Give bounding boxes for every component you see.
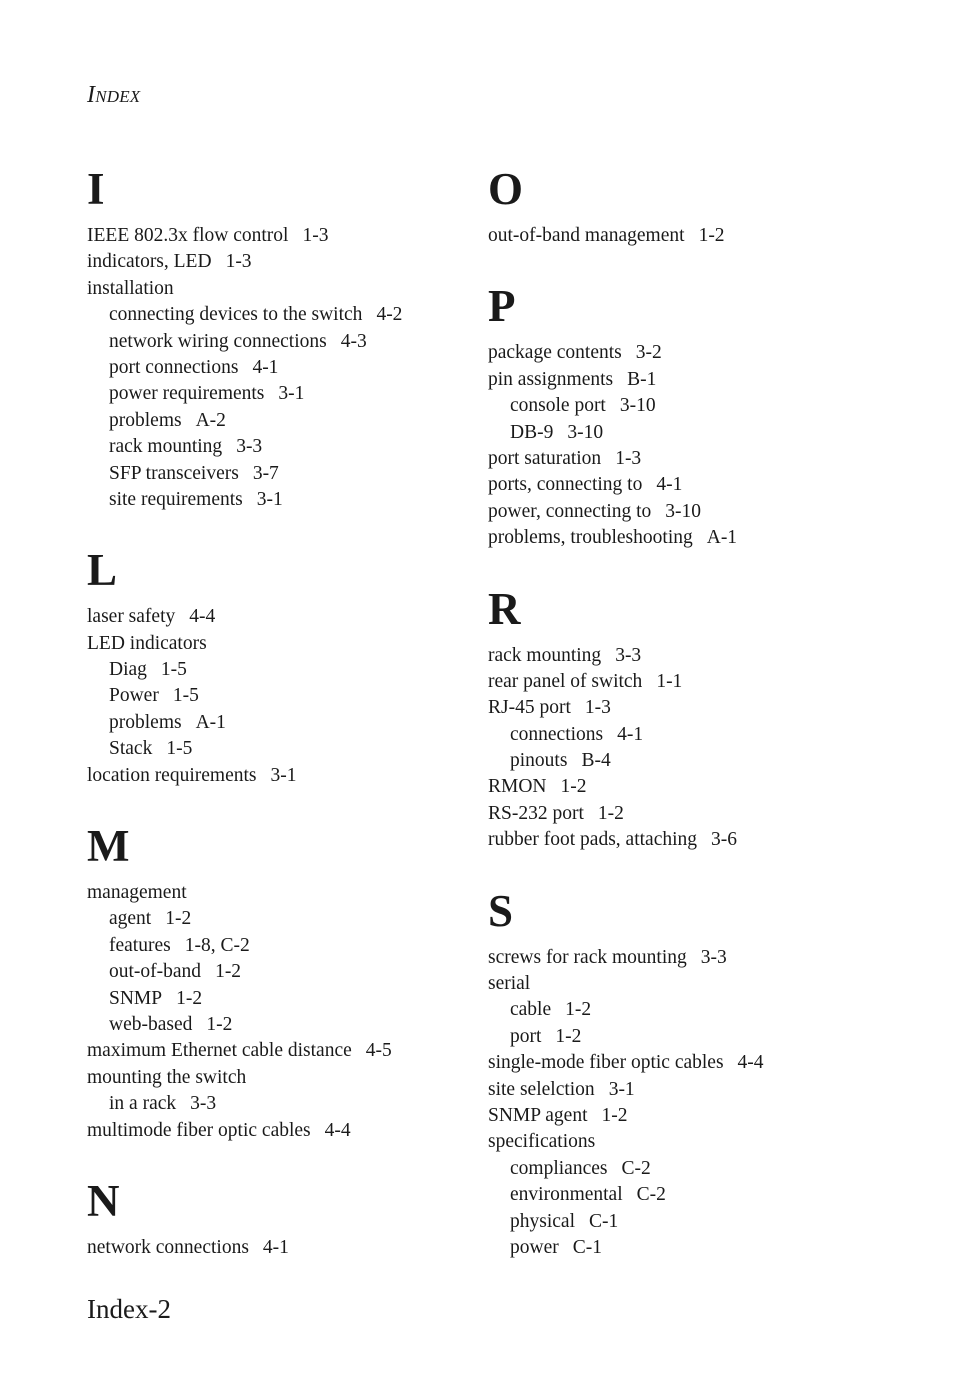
entry-page-ref[interactable]: C-1 <box>588 1210 619 1232</box>
entry-term: LED indicators <box>87 632 207 654</box>
entry-page-ref[interactable]: C-2 <box>636 1184 666 1206</box>
entry-page-ref[interactable]: 1-2 <box>555 1025 582 1047</box>
entry-term: multimode fiber optic cables <box>87 1119 311 1141</box>
entry-page-ref[interactable]: 1-2 <box>698 225 725 246</box>
index-entry <box>87 604 487 630</box>
entry-page-ref[interactable]: 3-10 <box>567 421 604 443</box>
entry-page-ref[interactable]: 3-1 <box>278 383 305 405</box>
index-subentry <box>87 959 487 985</box>
entry-term: problems <box>109 711 182 733</box>
entry-page-ref[interactable]: 3-7 <box>252 462 279 484</box>
entry-term: management <box>87 882 187 904</box>
entry-term: out-of-band management <box>488 225 685 246</box>
entry-term: indicators, LED <box>87 251 212 273</box>
section-letter: L <box>87 545 118 596</box>
index-subentry <box>488 997 888 1023</box>
index-subentry <box>87 906 487 932</box>
entry-page-ref[interactable]: 3-10 <box>665 500 702 522</box>
index-entry <box>488 472 888 498</box>
entry-term: single-mode fiber optic cables <box>488 1052 724 1074</box>
entry-page-ref[interactable]: 4-4 <box>737 1052 764 1074</box>
index-subentry <box>87 434 487 460</box>
index-entry <box>488 1129 888 1155</box>
section-letter: R <box>488 583 521 634</box>
entry-page-ref[interactable]: 1-2 <box>565 999 592 1021</box>
index-entry <box>488 525 888 551</box>
entry-page-ref[interactable]: 1-2 <box>206 1013 233 1035</box>
section-letter: N <box>87 1175 120 1226</box>
entry-page-ref[interactable]: C-1 <box>572 1236 602 1258</box>
entry-term: rear panel of switch <box>488 670 643 692</box>
entry-term: pin assignments <box>488 368 614 390</box>
index-subentry <box>488 1156 888 1182</box>
index-subentry <box>87 683 487 709</box>
index-subentry <box>488 1209 888 1235</box>
entry-page-ref[interactable]: 1-2 <box>597 802 624 824</box>
entry-list <box>87 1235 487 1261</box>
entry-term: IEEE 802.3x flow control <box>87 225 289 246</box>
entry-page-ref[interactable]: 4-1 <box>262 1236 289 1258</box>
entry-page-ref[interactable]: 1-8, C-2 <box>184 934 250 956</box>
section-letter: S <box>488 885 514 936</box>
entry-term: in a rack <box>109 1093 177 1115</box>
entry-page-ref[interactable]: 1-2 <box>176 987 203 1009</box>
index-section <box>87 1176 487 1261</box>
entry-page-ref[interactable]: 3-3 <box>615 644 642 666</box>
index-section <box>87 545 487 789</box>
entry-page-ref[interactable]: B-1 <box>627 368 657 390</box>
index-entry <box>87 276 487 302</box>
entry-page-ref[interactable]: 4-4 <box>324 1119 351 1141</box>
section-letter: O <box>488 164 524 214</box>
index-subentry <box>87 302 487 328</box>
entry-term: Diag <box>109 659 147 681</box>
entry-term: Stack <box>109 738 153 760</box>
index-column-right <box>488 164 888 1293</box>
index-entry <box>87 1038 487 1064</box>
entry-term: network wiring connections <box>109 330 327 352</box>
index-subentry <box>87 1091 487 1117</box>
entry-page-ref[interactable]: 3-1 <box>270 764 297 786</box>
index-section <box>488 886 888 1262</box>
entry-list <box>488 223 888 249</box>
entry-term: power <box>510 1236 559 1258</box>
index-entry <box>488 367 888 393</box>
index-subentry <box>87 329 487 355</box>
index-entry <box>488 669 888 695</box>
index-entry <box>488 801 888 827</box>
entry-term: SFP transceivers <box>109 462 239 484</box>
index-entry <box>488 945 888 971</box>
index-entry <box>87 223 487 249</box>
entry-term: specifications <box>488 1131 596 1153</box>
index-entry <box>87 1065 487 1091</box>
entry-page-ref[interactable]: 4-2 <box>376 304 403 326</box>
index-section <box>488 584 888 854</box>
index-entry <box>488 827 888 853</box>
entry-term: environmental <box>510 1184 623 1206</box>
entry-term: port <box>510 1025 542 1047</box>
index-entry <box>488 1050 888 1076</box>
index-entry <box>488 695 888 721</box>
index-subentry <box>488 420 888 446</box>
index-entry <box>87 1235 487 1261</box>
entry-list <box>87 880 487 1144</box>
header-initial: I <box>87 82 96 108</box>
entry-page-ref[interactable]: A-2 <box>195 409 226 431</box>
entry-page-ref[interactable]: 1-1 <box>656 670 683 692</box>
entry-term: laser safety <box>87 606 176 628</box>
entry-list <box>488 945 888 1262</box>
index-column-left <box>87 164 487 1293</box>
entry-page-ref[interactable]: 1-3 <box>225 251 252 273</box>
entry-page-ref[interactable]: 1-2 <box>215 961 242 983</box>
entry-page-ref[interactable]: 4-4 <box>189 606 216 628</box>
index-entry <box>488 499 888 525</box>
entry-term: RS-232 port <box>488 802 584 824</box>
entry-page-ref[interactable]: 3-1 <box>256 488 283 510</box>
entry-term: site requirements <box>109 488 243 510</box>
index-subentry <box>488 1024 888 1050</box>
index-section <box>87 821 487 1144</box>
index-subentry <box>488 1235 888 1261</box>
index-subentry <box>87 487 487 513</box>
index-section <box>87 164 487 513</box>
index-subentry <box>87 355 487 381</box>
entry-page-ref[interactable]: 3-3 <box>236 436 263 458</box>
section-letter: P <box>488 281 516 332</box>
entry-list <box>87 604 487 789</box>
entry-term: web-based <box>109 1013 193 1035</box>
entry-page-ref[interactable]: 4-5 <box>365 1040 392 1062</box>
entry-page-ref[interactable]: 1-3 <box>302 225 329 246</box>
entry-page-ref[interactable]: 1-2 <box>165 908 192 930</box>
index-entry <box>488 971 888 997</box>
entry-term: agent <box>109 908 152 930</box>
index-subentry <box>87 736 487 762</box>
entry-term: installation <box>87 277 174 299</box>
entry-term: SNMP <box>109 987 163 1009</box>
entry-page-ref[interactable]: 1-3 <box>584 697 611 719</box>
entry-term: RJ-45 port <box>488 697 571 719</box>
entry-page-ref[interactable]: 4-1 <box>617 723 644 745</box>
index-subentry <box>87 933 487 959</box>
index-entry <box>87 763 487 789</box>
running-header <box>87 82 140 109</box>
entry-page-ref[interactable]: 3-2 <box>635 342 662 364</box>
entry-term: Power <box>109 685 159 707</box>
entry-term: site selelction <box>488 1078 595 1100</box>
entry-term: rubber foot pads, attaching <box>488 829 698 851</box>
header-rest: NDEX <box>95 87 141 106</box>
section-letter: M <box>87 821 130 872</box>
entry-term: rack mounting <box>488 644 602 666</box>
index-entry <box>488 340 888 366</box>
entry-term: cable <box>510 999 552 1021</box>
entry-term: ports, connecting to <box>488 474 643 496</box>
entry-page-ref[interactable]: 3-6 <box>711 829 738 851</box>
entry-term: package contents <box>488 342 622 364</box>
entry-list <box>87 223 487 513</box>
entry-term: RMON <box>488 776 547 798</box>
page-number: Index-2 <box>87 1294 171 1324</box>
entry-term: problems, troubleshooting <box>488 527 693 549</box>
entry-term: port connections <box>109 356 239 378</box>
index-entry <box>87 631 487 657</box>
index-subentry <box>488 748 888 774</box>
index-subentry <box>87 1012 487 1038</box>
entry-term: compliances <box>510 1157 608 1179</box>
index-entry <box>488 643 888 669</box>
entry-page-ref[interactable]: 1-2 <box>560 776 587 798</box>
index-subentry <box>87 986 487 1012</box>
index-entry <box>87 249 487 275</box>
entry-term: screws for rack mounting <box>488 946 687 968</box>
entry-term: mounting the switch <box>87 1066 247 1088</box>
entry-page-ref[interactable]: A-1 <box>195 711 226 733</box>
index-subentry <box>87 657 487 683</box>
index-subentry <box>87 381 487 407</box>
index-subentry <box>488 1182 888 1208</box>
entry-page-ref[interactable]: 1-5 <box>166 738 193 760</box>
index-entry <box>488 1077 888 1103</box>
entry-term: maximum Ethernet cable distance <box>87 1040 352 1062</box>
index-subentry <box>87 408 487 434</box>
entry-term: port saturation <box>488 447 602 469</box>
entry-term: SNMP agent <box>488 1104 588 1126</box>
entry-term: network connections <box>87 1236 249 1258</box>
entry-page-ref[interactable]: 3-10 <box>619 395 656 417</box>
index-entry <box>87 880 487 906</box>
entry-term: serial <box>488 973 531 995</box>
entry-page-ref[interactable]: 1-5 <box>172 685 199 707</box>
entry-term: physical <box>510 1210 575 1232</box>
index-section <box>488 164 888 249</box>
index-entry <box>87 1118 487 1144</box>
index-subentry <box>87 710 487 736</box>
entry-term: pinouts <box>510 750 568 772</box>
entry-page-ref[interactable]: 1-3 <box>615 447 642 469</box>
entry-page-ref[interactable]: 3-3 <box>190 1093 217 1115</box>
entry-term: console port <box>510 395 606 417</box>
entry-page-ref[interactable]: 1-2 <box>601 1104 628 1126</box>
entry-term: power requirements <box>109 383 265 405</box>
entry-page-ref[interactable]: 3-3 <box>700 946 727 968</box>
index-entry <box>488 446 888 472</box>
entry-term: rack mounting <box>109 436 223 458</box>
entry-term: features <box>109 934 171 956</box>
index-entry <box>488 774 888 800</box>
entry-page-ref[interactable]: 1-5 <box>160 659 187 681</box>
entry-list <box>488 340 888 551</box>
section-letter: I <box>87 164 105 214</box>
index-subentry <box>87 461 487 487</box>
index-entry <box>488 1103 888 1129</box>
index-entry <box>488 223 888 249</box>
index-section <box>488 281 888 551</box>
entry-term: DB-9 <box>510 421 554 443</box>
index-subentry <box>488 393 888 419</box>
entry-term: connecting devices to the switch <box>109 304 363 326</box>
entry-page-ref[interactable]: B-4 <box>581 750 611 772</box>
entry-page-ref[interactable]: 4-3 <box>340 330 367 352</box>
entry-page-ref[interactable]: 4-1 <box>252 356 279 378</box>
entry-list <box>488 643 888 854</box>
entry-page-ref[interactable]: C-2 <box>621 1157 651 1179</box>
index-subentry <box>488 722 888 748</box>
entry-page-ref[interactable]: 4-1 <box>656 474 683 496</box>
entry-term: connections <box>510 723 604 745</box>
entry-term: out-of-band <box>109 961 202 983</box>
entry-term: problems <box>109 409 182 431</box>
entry-page-ref[interactable]: A-1 <box>706 527 738 549</box>
entry-term: location requirements <box>87 764 257 786</box>
entry-page-ref[interactable]: 3-1 <box>608 1078 635 1100</box>
entry-term: power, connecting to <box>488 500 652 522</box>
